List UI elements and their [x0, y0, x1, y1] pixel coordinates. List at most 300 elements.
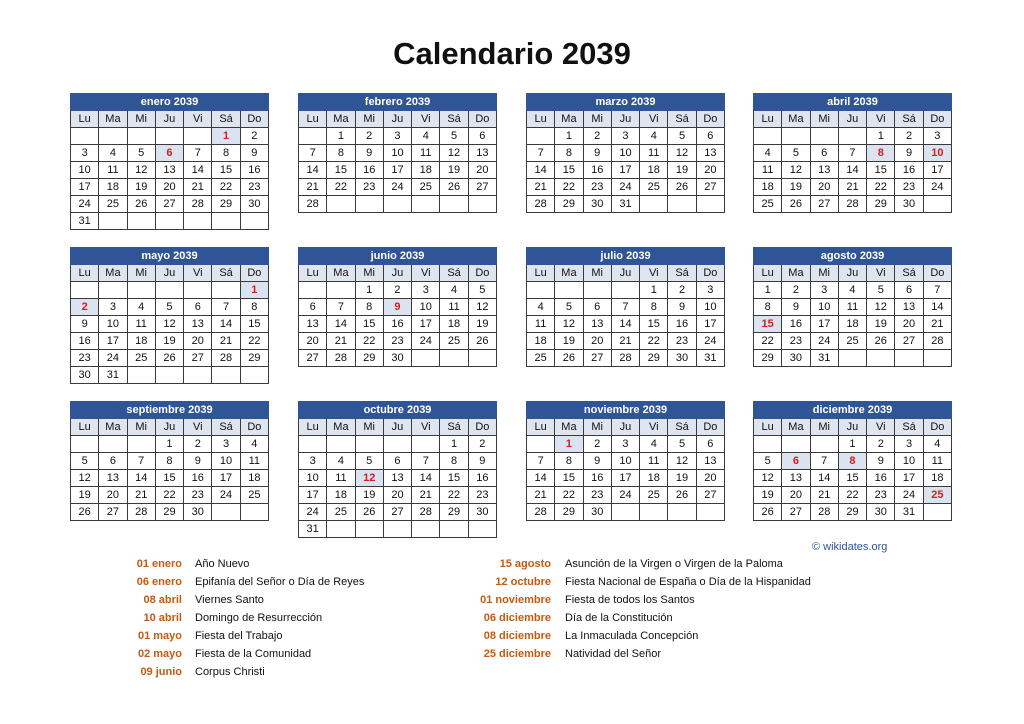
day-cell: 23 — [383, 333, 411, 350]
holiday-day-cell: 1 — [212, 128, 240, 145]
day-cell: 7 — [838, 145, 866, 162]
day-cell: 27 — [696, 179, 724, 196]
day-cell: 28 — [838, 196, 866, 213]
weekday-header: Do — [468, 111, 496, 128]
day-cell: 7 — [810, 453, 838, 470]
holiday-day-cell: 1 — [240, 282, 268, 299]
weekday-header: Do — [923, 265, 951, 282]
weekday-header: Ma — [327, 265, 355, 282]
month-2 — [298, 93, 497, 213]
week-row — [299, 128, 497, 145]
day-cell: 10 — [412, 299, 440, 316]
day-cell: 25 — [127, 350, 155, 367]
week-row — [299, 487, 497, 504]
day-cell: 23 — [184, 487, 212, 504]
day-cell: 15 — [555, 162, 583, 179]
day-cell: 18 — [412, 162, 440, 179]
weekday-header: Vi — [184, 265, 212, 282]
empty-cell — [299, 128, 327, 145]
day-cell: 29 — [640, 350, 668, 367]
day-cell: 19 — [867, 316, 895, 333]
day-cell: 18 — [440, 316, 468, 333]
holiday-date: 01 mayo — [137, 630, 182, 642]
day-cell: 15 — [640, 316, 668, 333]
empty-cell — [383, 521, 411, 538]
day-cell: 26 — [668, 179, 696, 196]
month-title: julio 2039 — [527, 248, 725, 265]
weekday-header: Vi — [640, 265, 668, 282]
day-cell: 9 — [895, 145, 923, 162]
month-title: abril 2039 — [754, 94, 952, 111]
weekday-header: Sá — [440, 419, 468, 436]
weekday-header: Do — [696, 265, 724, 282]
day-cell: 21 — [527, 179, 555, 196]
empty-cell — [696, 196, 724, 213]
day-cell: 19 — [754, 487, 782, 504]
day-cell: 29 — [155, 504, 183, 521]
day-cell: 10 — [71, 162, 99, 179]
day-cell: 15 — [838, 470, 866, 487]
day-cell: 1 — [867, 128, 895, 145]
empty-cell — [127, 128, 155, 145]
day-cell: 12 — [754, 470, 782, 487]
day-cell: 7 — [299, 145, 327, 162]
day-cell: 21 — [299, 179, 327, 196]
empty-cell — [611, 504, 639, 521]
weekday-header: Ju — [838, 419, 866, 436]
empty-cell — [99, 128, 127, 145]
day-cell: 4 — [99, 145, 127, 162]
empty-cell — [127, 282, 155, 299]
day-cell: 20 — [155, 179, 183, 196]
day-cell: 27 — [468, 179, 496, 196]
day-cell: 5 — [668, 436, 696, 453]
day-cell: 3 — [99, 299, 127, 316]
day-cell: 2 — [895, 128, 923, 145]
week-row — [527, 196, 725, 213]
day-cell: 21 — [212, 333, 240, 350]
day-cell: 20 — [895, 316, 923, 333]
day-cell: 26 — [782, 196, 810, 213]
weekday-header: Lu — [71, 419, 99, 436]
holiday-date: 06 diciembre — [483, 612, 551, 624]
holiday-date: 12 octubre — [495, 576, 551, 588]
day-cell: 3 — [923, 128, 951, 145]
day-cell: 3 — [611, 436, 639, 453]
day-cell: 4 — [327, 453, 355, 470]
day-cell: 26 — [155, 350, 183, 367]
week-row — [527, 436, 725, 453]
week-row — [71, 213, 269, 230]
weekday-header: Mi — [810, 265, 838, 282]
day-cell: 22 — [555, 179, 583, 196]
day-cell: 13 — [99, 470, 127, 487]
day-cell: 10 — [895, 453, 923, 470]
day-cell: 17 — [611, 162, 639, 179]
weekday-header: Do — [468, 419, 496, 436]
weekday-header: Sá — [212, 265, 240, 282]
day-cell: 26 — [355, 504, 383, 521]
empty-cell — [527, 128, 555, 145]
day-cell: 16 — [184, 470, 212, 487]
day-cell: 13 — [696, 453, 724, 470]
weekday-header: Mi — [810, 419, 838, 436]
day-cell: 5 — [754, 453, 782, 470]
day-cell: 16 — [895, 162, 923, 179]
day-cell: 21 — [412, 487, 440, 504]
holiday-name: Fiesta de la Comunidad — [195, 648, 312, 660]
week-row — [299, 179, 497, 196]
day-cell: 24 — [696, 333, 724, 350]
empty-cell — [696, 504, 724, 521]
month-title: octubre 2039 — [299, 402, 497, 419]
empty-cell — [782, 436, 810, 453]
day-cell: 13 — [895, 299, 923, 316]
weekday-header: Ma — [327, 419, 355, 436]
day-cell: 10 — [383, 145, 411, 162]
day-cell: 31 — [71, 213, 99, 230]
day-cell: 21 — [127, 487, 155, 504]
weekday-header: Do — [240, 111, 268, 128]
empty-cell — [240, 504, 268, 521]
day-cell: 12 — [468, 299, 496, 316]
empty-cell — [155, 213, 183, 230]
empty-cell — [155, 367, 183, 384]
day-cell: 7 — [527, 453, 555, 470]
day-cell: 2 — [867, 436, 895, 453]
week-row — [299, 282, 497, 299]
day-cell: 23 — [71, 350, 99, 367]
day-cell: 30 — [668, 350, 696, 367]
weekday-header: Do — [240, 265, 268, 282]
day-cell: 1 — [555, 128, 583, 145]
weekday-header: Ju — [611, 265, 639, 282]
day-cell: 28 — [611, 350, 639, 367]
week-row — [299, 196, 497, 213]
day-cell: 16 — [468, 470, 496, 487]
day-cell: 30 — [583, 196, 611, 213]
empty-cell — [838, 128, 866, 145]
empty-cell — [412, 196, 440, 213]
day-cell: 3 — [810, 282, 838, 299]
day-cell: 24 — [611, 487, 639, 504]
day-cell: 19 — [71, 487, 99, 504]
day-cell: 7 — [611, 299, 639, 316]
day-cell: 12 — [555, 316, 583, 333]
empty-cell — [383, 436, 411, 453]
day-cell: 30 — [71, 367, 99, 384]
empty-cell — [527, 436, 555, 453]
weekday-header: Do — [468, 265, 496, 282]
day-cell: 6 — [810, 145, 838, 162]
week-row — [299, 299, 497, 316]
day-cell: 31 — [696, 350, 724, 367]
day-cell: 26 — [127, 196, 155, 213]
day-cell: 26 — [668, 487, 696, 504]
week-row — [71, 282, 269, 299]
day-cell: 27 — [782, 504, 810, 521]
day-cell: 17 — [412, 316, 440, 333]
weekday-header: Do — [696, 111, 724, 128]
day-cell: 1 — [838, 436, 866, 453]
empty-cell — [412, 436, 440, 453]
day-cell: 29 — [355, 350, 383, 367]
weekday-header: Ma — [782, 265, 810, 282]
empty-cell — [754, 128, 782, 145]
weekday-header: Vi — [640, 111, 668, 128]
day-cell: 6 — [468, 128, 496, 145]
day-cell: 8 — [240, 299, 268, 316]
weekday-header: Ju — [611, 419, 639, 436]
day-cell: 11 — [838, 299, 866, 316]
day-cell: 12 — [867, 299, 895, 316]
day-cell: 24 — [383, 179, 411, 196]
week-row — [299, 436, 497, 453]
day-cell: 20 — [583, 333, 611, 350]
day-cell: 15 — [355, 316, 383, 333]
weekday-header: Ju — [611, 111, 639, 128]
day-cell: 3 — [895, 436, 923, 453]
day-cell: 5 — [71, 453, 99, 470]
weekday-header: Lu — [527, 111, 555, 128]
empty-cell — [212, 504, 240, 521]
weekday-header: Mi — [127, 265, 155, 282]
weekday-header: Sá — [440, 265, 468, 282]
holiday-name: Asunción de la Virgen o Virgen de la Paloma — [565, 558, 783, 570]
empty-cell — [184, 282, 212, 299]
week-row — [71, 453, 269, 470]
day-cell: 6 — [583, 299, 611, 316]
weekday-header: Lu — [299, 111, 327, 128]
month-12 — [753, 401, 952, 521]
empty-cell — [212, 282, 240, 299]
day-cell: 9 — [583, 453, 611, 470]
day-cell: 5 — [440, 128, 468, 145]
empty-cell — [155, 282, 183, 299]
day-cell: 31 — [810, 350, 838, 367]
holiday-day-cell: 1 — [555, 436, 583, 453]
week-row — [754, 350, 952, 367]
day-cell: 22 — [838, 487, 866, 504]
empty-cell — [412, 521, 440, 538]
day-cell: 25 — [412, 179, 440, 196]
day-cell: 9 — [867, 453, 895, 470]
day-cell: 17 — [212, 470, 240, 487]
weekday-header: Ju — [155, 111, 183, 128]
page-title: Calendario 2039 — [393, 36, 631, 71]
week-row — [71, 179, 269, 196]
day-cell: 10 — [99, 316, 127, 333]
day-cell: 8 — [754, 299, 782, 316]
day-cell: 9 — [184, 453, 212, 470]
day-cell: 26 — [867, 333, 895, 350]
day-cell: 18 — [240, 470, 268, 487]
day-cell: 28 — [412, 504, 440, 521]
week-row — [299, 333, 497, 350]
weekday-header: Mi — [355, 265, 383, 282]
day-cell: 21 — [184, 179, 212, 196]
day-cell: 24 — [299, 504, 327, 521]
week-row — [527, 470, 725, 487]
day-cell: 20 — [782, 487, 810, 504]
empty-cell — [468, 196, 496, 213]
day-cell: 28 — [127, 504, 155, 521]
month-title: febrero 2039 — [299, 94, 497, 111]
weekday-header: Ju — [155, 419, 183, 436]
day-cell: 25 — [99, 196, 127, 213]
day-cell: 19 — [355, 487, 383, 504]
empty-cell — [212, 213, 240, 230]
day-cell: 5 — [468, 282, 496, 299]
empty-cell — [240, 367, 268, 384]
holiday-date: 09 junio — [140, 666, 182, 678]
day-cell: 2 — [668, 282, 696, 299]
day-cell: 23 — [583, 179, 611, 196]
empty-cell — [127, 367, 155, 384]
day-cell: 24 — [412, 333, 440, 350]
day-cell: 15 — [327, 162, 355, 179]
week-row — [299, 453, 497, 470]
day-cell: 5 — [867, 282, 895, 299]
holiday-date: 08 diciembre — [483, 630, 551, 642]
empty-cell — [867, 350, 895, 367]
month-title: enero 2039 — [71, 94, 269, 111]
week-row — [754, 282, 952, 299]
day-cell: 18 — [754, 179, 782, 196]
weekday-header: Lu — [754, 265, 782, 282]
month-title: septiembre 2039 — [71, 402, 269, 419]
weekday-header: Do — [696, 419, 724, 436]
empty-cell — [355, 196, 383, 213]
day-cell: 25 — [640, 179, 668, 196]
week-row — [299, 470, 497, 487]
empty-cell — [754, 436, 782, 453]
day-cell: 1 — [640, 282, 668, 299]
holiday-name: Corpus Christi — [195, 666, 265, 678]
empty-cell — [127, 436, 155, 453]
day-cell: 28 — [299, 196, 327, 213]
day-cell: 14 — [611, 316, 639, 333]
empty-cell — [440, 350, 468, 367]
day-cell: 4 — [412, 128, 440, 145]
day-cell: 16 — [583, 470, 611, 487]
day-cell: 23 — [782, 333, 810, 350]
holiday-day-cell: 15 — [754, 316, 782, 333]
weekday-header: Mi — [355, 419, 383, 436]
day-cell: 14 — [527, 470, 555, 487]
day-cell: 26 — [555, 350, 583, 367]
empty-cell — [212, 367, 240, 384]
month-title: diciembre 2039 — [754, 402, 952, 419]
day-cell: 16 — [383, 316, 411, 333]
day-cell: 3 — [696, 282, 724, 299]
month-10 — [298, 401, 497, 538]
day-cell: 14 — [923, 299, 951, 316]
weekday-header: Ju — [383, 419, 411, 436]
day-cell: 18 — [99, 179, 127, 196]
day-cell: 23 — [668, 333, 696, 350]
empty-cell — [184, 128, 212, 145]
empty-cell — [440, 521, 468, 538]
day-cell: 2 — [468, 436, 496, 453]
day-cell: 28 — [923, 333, 951, 350]
weekday-header: Vi — [184, 111, 212, 128]
empty-cell — [299, 436, 327, 453]
day-cell: 19 — [668, 470, 696, 487]
empty-cell — [184, 367, 212, 384]
week-row — [754, 179, 952, 196]
day-cell: 19 — [155, 333, 183, 350]
weekday-header: Sá — [668, 419, 696, 436]
day-cell: 11 — [923, 453, 951, 470]
month-8 — [753, 247, 952, 367]
day-cell: 2 — [240, 128, 268, 145]
day-cell: 1 — [355, 282, 383, 299]
week-row — [754, 470, 952, 487]
day-cell: 14 — [184, 162, 212, 179]
day-cell: 11 — [127, 316, 155, 333]
day-cell: 12 — [668, 145, 696, 162]
weekday-header: Vi — [867, 265, 895, 282]
holiday-day-cell: 8 — [867, 145, 895, 162]
day-cell: 6 — [99, 453, 127, 470]
day-cell: 27 — [184, 350, 212, 367]
weekday-header: Mi — [355, 111, 383, 128]
week-row — [527, 299, 725, 316]
weekday-header: Ju — [383, 111, 411, 128]
day-cell: 14 — [412, 470, 440, 487]
week-row — [527, 333, 725, 350]
week-row — [754, 299, 952, 316]
day-cell: 16 — [71, 333, 99, 350]
holiday-date: 25 diciembre — [483, 648, 551, 660]
credit-link[interactable]: © wikidates.org — [812, 541, 888, 553]
day-cell: 14 — [527, 162, 555, 179]
empty-cell — [555, 282, 583, 299]
week-row — [527, 487, 725, 504]
day-cell: 12 — [668, 453, 696, 470]
holiday-day-cell: 2 — [71, 299, 99, 316]
day-cell: 14 — [212, 316, 240, 333]
weekday-header: Ma — [555, 419, 583, 436]
weekday-header: Vi — [184, 419, 212, 436]
day-cell: 17 — [99, 333, 127, 350]
weekday-header: Do — [923, 419, 951, 436]
day-cell: 7 — [212, 299, 240, 316]
day-cell: 24 — [923, 179, 951, 196]
day-cell: 16 — [668, 316, 696, 333]
day-cell: 19 — [440, 162, 468, 179]
weekday-header: Mi — [127, 419, 155, 436]
weekday-header: Sá — [895, 265, 923, 282]
week-row — [754, 316, 952, 333]
day-cell: 28 — [212, 350, 240, 367]
day-cell: 3 — [212, 436, 240, 453]
day-cell: 6 — [299, 299, 327, 316]
day-cell: 26 — [468, 333, 496, 350]
day-cell: 19 — [555, 333, 583, 350]
day-cell: 13 — [299, 316, 327, 333]
week-row — [527, 350, 725, 367]
day-cell: 2 — [583, 436, 611, 453]
month-6 — [298, 247, 497, 367]
day-cell: 6 — [895, 282, 923, 299]
day-cell: 5 — [355, 453, 383, 470]
day-cell: 3 — [412, 282, 440, 299]
day-cell: 17 — [71, 179, 99, 196]
day-cell: 20 — [184, 333, 212, 350]
holiday-name: Natividad del Señor — [565, 648, 662, 660]
